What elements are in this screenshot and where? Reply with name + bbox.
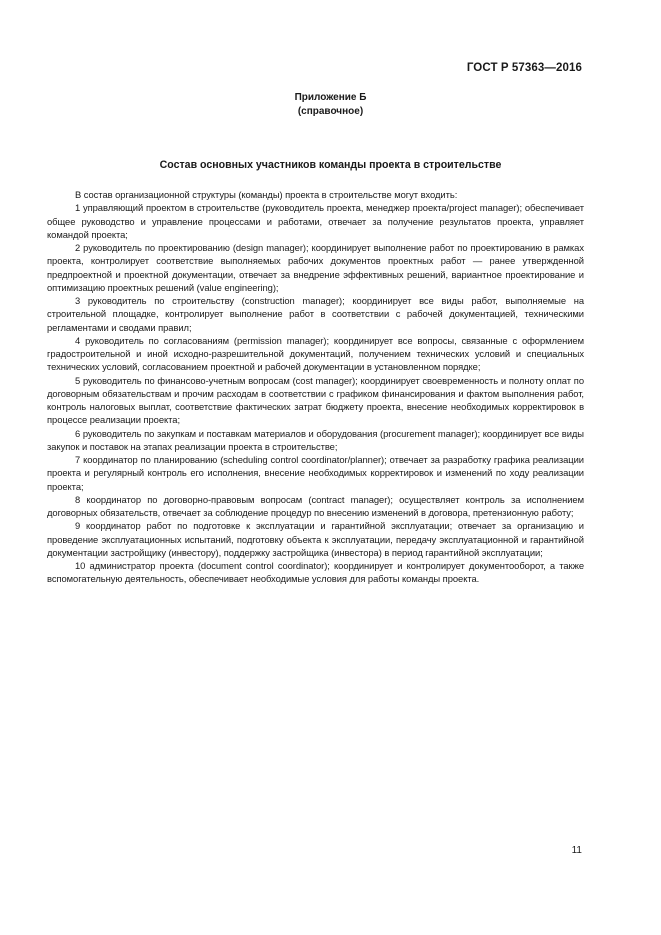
body-text: [47, 188, 584, 586]
list-item: 4 руководитель по согласованиям (permission manager); координирует все вопросы, связанные с оформлением градостроительной и иной исходно-разрешительной документаций, получением технических условий и специальных технических условий, согласованием проектной и рабочей документации в установленном порядке;: [47, 334, 584, 373]
standard-designation: ГОСТ Р 57363—2016: [466, 62, 582, 74]
list-item: 10 администратор проекта (document control coordinator); координирует и контролирует документооборот, а также вспомогательную деятельность, обеспечивает необходимые условия для работы команды проекта.: [47, 560, 584, 585]
list-item: 5 руководитель по финансово-учетным вопросам (cost manager); координирует своевременность и полноту оплат по договорным обязательствам и прочим расходам в соответствии с графиком финансирования и фактом выполнения работ, контроль налоговых выплат, соответствие фактических затрат бюджету проекта, внесение необходимых корректировок в процессе реализации проекта;: [47, 374, 584, 426]
section-title: Состав основных участников команды проекта в строительстве: [159, 159, 502, 171]
list-item: 3 руководитель по строительству (construction manager); координирует все виды работ, выполняемые на строительной площадке, контролирует выполнение работ в соответствии с рабочей документацией, техническими регламентами и сводами правил;: [47, 295, 584, 333]
appendix-subtitle: (справочное): [297, 106, 364, 117]
list-item: 8 координатор по договорно-правовым вопросам (contract manager); осуществляет контроль за исполнением договорных обязательств, отвечает за соблюдение процедур по внесению изменений в договора, претензионную работу;: [47, 493, 584, 518]
appendix-title: Приложение Б: [294, 92, 367, 103]
list-item: 9 координатор работ по подготовке к эксплуатации и гарантийной эксплуатации; отвечает за организацию и проведение эксплуатационных испытаний, подготовку объекта к эксплуатации, передачу эксплуатационной и гарантийной документации застройщику (инвестору), поддержку застройщика (инвестора) в период гарантийной эксплуатации;: [47, 520, 584, 558]
list-item: 1 управляющий проектом в строительстве (руководитель проекта, менеджер проекта/project manager); обеспечивает общее руководство и управление процессами и работами, отвечает за получение результатов проекта, управляет командой проекта;: [47, 202, 584, 240]
intro-paragraph: В состав организационной структуры (команды) проекта в строительстве могут входить:: [75, 189, 458, 200]
page-number: 11: [571, 845, 582, 856]
list-item: 6 руководитель по закупкам и поставкам материалов и оборудования (procurement manager); координирует все виды закупок и поставок на этапах реализации проекта в строительстве;: [47, 427, 584, 452]
list-item: 7 координатор по планированию (scheduling control coordinator/planner); отвечает за разработку графика реализации проекта и регулярный контроль его исполнения, внесение необходимых корректировок и изменений по ходу реализации проекта;: [47, 454, 584, 492]
list-item: 2 руководитель по проектированию (design manager); координирует выполнение работ по проектированию в рамках проекта, контролирует соответствие выполняемых рабочих документов проектных работ — ранее утвержденной предпроектной и проектной документации, отвечает за внедрение эффективных решений, вариантное проектирование и оптимизацию проектных решений (value engineering);: [47, 242, 584, 293]
